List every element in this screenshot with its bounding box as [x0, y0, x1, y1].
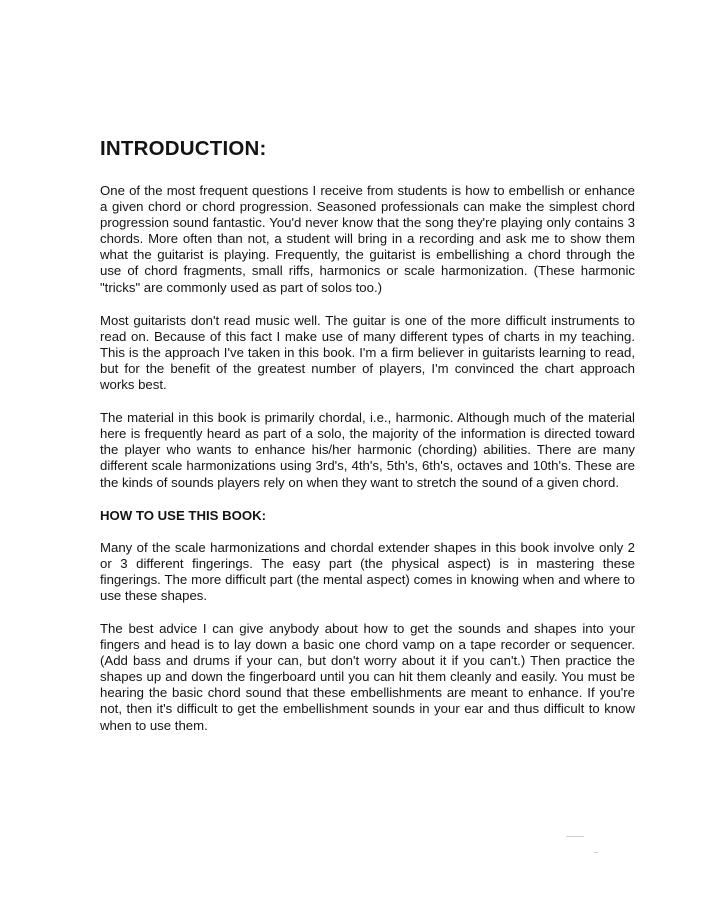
section-heading-how-to-use: HOW TO USE THIS BOOK: — [100, 507, 267, 523]
page-content — [100, 137, 635, 751]
usage-paragraph-1: Many of the scale harmonizations and chordal extender shapes in this book involve only 2 or 3 different fingerings. The easy part (the physical aspect) is in mastering these fingerings. The more difficult part (the mental aspect) comes in knowing when and where to use these shapes. — [100, 539, 635, 603]
intro-paragraph-2: Most guitarists don't read music well. The guitar is one of the more difficult instruments to read on. Because of this fact I make use of many different types of charts in my teaching. This is the approach I've taken in this book. I'm a firm believer in guitarists learning to read, but for the benefit of the greatest number of players, I'm convinced the chart approach works best. — [100, 312, 635, 393]
intro-paragraph-3: The material in this book is primarily chordal, i.e., harmonic. Although much of the material here is frequently heard as part of a solo, the majority of the information is directed toward the player who wants to enhance his/her harmonic (chording) abilities. There are many different scale harmonizations using 3rd's, 4th's, 5th's, 6th's, octaves and 10th's. These are the kinds of sounds players rely on when they want to stretch the sound of a given chord. — [100, 410, 635, 490]
page-title: INTRODUCTION: — [100, 137, 267, 160]
scan-speck — [594, 852, 598, 853]
usage-paragraph-2: The best advice I can give anybody about how to get the sounds and shapes into your fingers and head is to lay down a basic one chord vamp on a tape recorder or sequencer. (Add bass and drums if your can, but don't worry about it if you can't.) Then practice the shapes up and down the fingerboard until you can hit them cleanly and easily. You must be hearing the basic chord sound that these embellishments are meant to enhance. If you're not, then it's difficult to get the embellishment sounds in your ear and thus difficult to know when to use them. — [100, 620, 635, 733]
intro-paragraph-1: One of the most frequent questions I receive from students is how to embellish or enhance a given chord or chord progression. Seasoned professionals can make the simplest chord progression sound fantastic. You'd never know that the song they're playing only contains 3 chords. More often than not, a student will bring in a recording and ask me to show them what the guitarist is playing. Frequently, the guitarist is embellishing a chord through the use of chord fragments, small riffs, harmonics or scale harmonization. (These harmonic "tricks" are commonly used as part of solos too.) — [100, 183, 635, 295]
scan-speck — [566, 836, 584, 837]
